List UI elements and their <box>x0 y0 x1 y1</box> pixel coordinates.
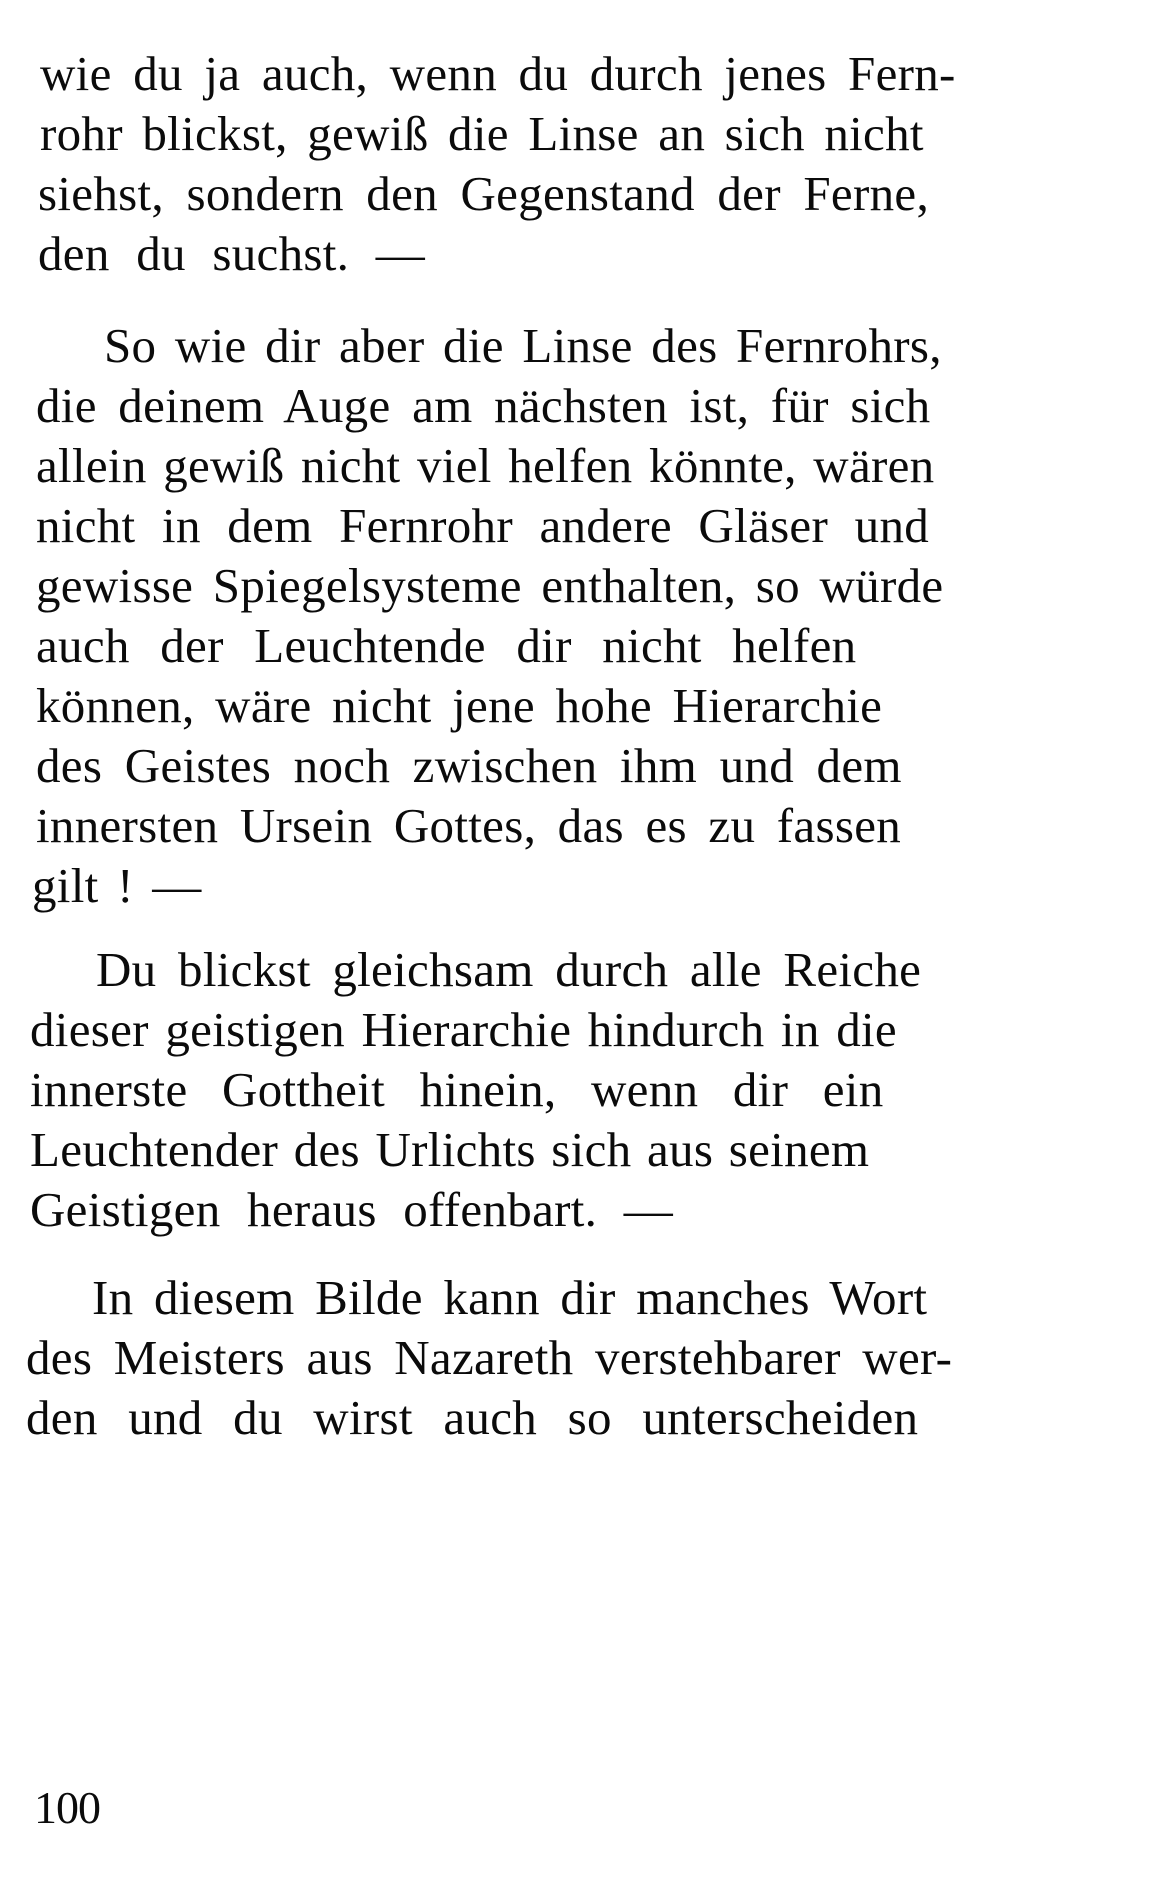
text-line: können, wäre nicht jene hohe Hierarchie <box>36 678 883 733</box>
text-line: Geistigen heraus offenbart. — <box>30 1182 674 1237</box>
text-line: gilt ! — <box>32 858 202 913</box>
text-line: rohr blickst, gewiß die Linse an sich nicht <box>40 106 924 161</box>
text-line: gewisse Spiegelsysteme enthalten, so würde <box>36 558 944 613</box>
text-line: den und du wirst auch so unterscheiden <box>26 1390 919 1445</box>
text-line: innersten Ursein Gottes, das es zu fassen <box>36 798 902 853</box>
text-line: wie du ja auch, wenn du durch jenes Fern- <box>40 46 956 101</box>
text-line: siehst, sondern den Gegenstand der Ferne, <box>38 166 929 221</box>
text-line: die deinem Auge am nächsten ist, für sich <box>36 378 931 433</box>
text-line: So wie dir aber die Linse des Fernrohrs, <box>104 318 942 373</box>
page-number: 100 <box>34 1782 100 1833</box>
text-line: In diesem Bilde kann dir manches Wort <box>92 1270 928 1325</box>
text-line: des Geistes noch zwischen ihm und dem <box>36 738 902 793</box>
text-line: dieser geistigen Hierarchie hindurch in die <box>30 1002 897 1057</box>
text-line: nicht in dem Fernrohr andere Gläser und <box>36 498 930 553</box>
text-line: auch der Leuchtende dir nicht helfen <box>36 618 857 673</box>
text-line: des Meisters aus Nazareth verstehbarer wer- <box>26 1330 953 1385</box>
text-line: den du suchst. — <box>38 226 426 281</box>
text-line: Du blickst gleichsam durch alle Reiche <box>96 942 922 997</box>
text-line: allein gewiß nicht viel helfen könnte, wären <box>36 438 935 493</box>
text-line: Leuchtender des Urlichts sich aus seinem <box>30 1122 870 1177</box>
text-line: innerste Gottheit hinein, wenn dir ein <box>30 1062 884 1117</box>
